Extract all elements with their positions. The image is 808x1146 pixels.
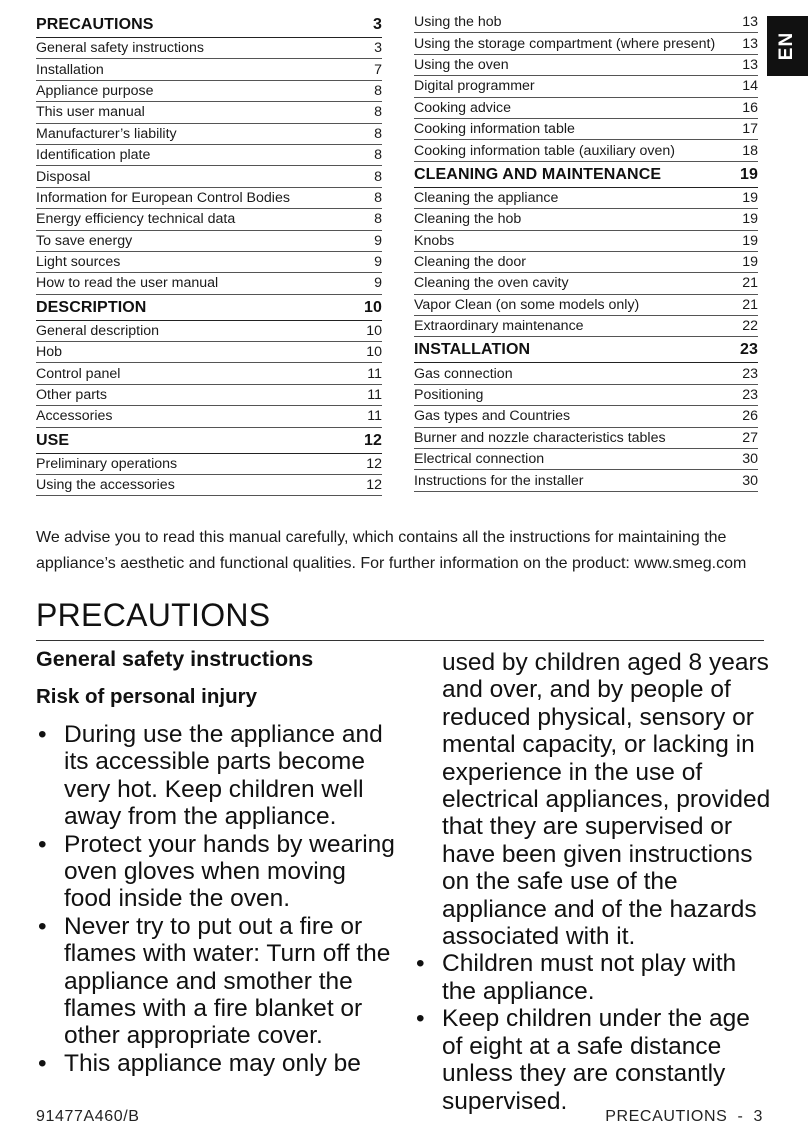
toc-entry[interactable] <box>414 273 758 294</box>
toc-entry[interactable] <box>414 428 758 449</box>
toc-label: Cleaning the appliance <box>414 189 559 206</box>
body-left-column <box>36 721 396 1077</box>
toc-label: Manufacturer’s liability <box>36 125 177 142</box>
toc-page-number: 9 <box>374 232 382 249</box>
toc-label: Knobs <box>414 232 455 249</box>
toc-entry[interactable] <box>36 188 382 209</box>
toc-page-number: 3 <box>373 16 382 33</box>
toc-label: DESCRIPTION <box>36 298 147 316</box>
bullet-text: Protect your hands by wearing oven gloves when moving food inside the oven. <box>64 830 395 913</box>
toc-entry[interactable] <box>414 33 758 54</box>
toc-label: Using the hob <box>414 14 502 31</box>
bullet-icon: • <box>38 721 47 748</box>
toc-label: Energy efficiency technical data <box>36 211 236 228</box>
toc-label: INSTALLATION <box>414 341 531 359</box>
bullet-item <box>414 1005 774 1115</box>
intro-text: We advise you to read this manual carefully, which contains all the instructions for maintaining the appliance’s aesthetic and functional qualities. For further information on the product: www.smeg.com <box>36 529 747 572</box>
toc-entry[interactable] <box>414 449 758 470</box>
bullet-item <box>36 721 396 831</box>
toc-entry[interactable] <box>36 252 382 273</box>
toc-label: PRECAUTIONS <box>36 16 154 33</box>
toc-section-heading[interactable] <box>36 12 382 38</box>
toc-label: Extraordinary maintenance <box>414 318 584 335</box>
toc-label: Accessories <box>36 408 113 425</box>
toc-label: Electrical connection <box>414 451 545 468</box>
footer-doc-code: 91477A460/B <box>36 1108 140 1125</box>
toc-page-number: 27 <box>742 429 758 446</box>
bullet-text: Children must not play with the appliance. <box>442 950 737 1005</box>
toc-section-heading[interactable] <box>36 295 382 321</box>
toc-page-number: 17 <box>742 121 758 138</box>
toc-label: Vapor Clean (on some models only) <box>414 296 640 313</box>
bullet-text: Keep children under the age of eight at a safe distance unless they are constantly supervised. <box>442 1005 750 1115</box>
toc-label: Appliance purpose <box>36 82 154 99</box>
toc-label: Identification plate <box>36 147 151 164</box>
toc-page-number: 12 <box>366 477 382 494</box>
bullet-item <box>36 831 396 913</box>
toc-entry[interactable] <box>36 166 382 187</box>
bullet-icon: • <box>38 1049 47 1077</box>
toc-entry[interactable] <box>36 273 382 294</box>
toc-page-number: 11 <box>367 408 382 425</box>
toc-page-number: 30 <box>742 472 758 489</box>
toc-page-number: 18 <box>742 142 758 159</box>
toc-page-number: 16 <box>742 99 758 116</box>
toc-page-number: 23 <box>740 341 758 359</box>
bullet-icon: • <box>38 830 47 858</box>
bullet-item <box>414 950 774 1005</box>
toc-page-number: 21 <box>742 275 758 292</box>
bullet-continuation: used by children aged 8 years and over, and by people of reduced physical, sensory or mental capacity, or lacking in experience in the use of electrical appliances, provided that they are supervised or have been given instructions on the safe use of the appliance and of the hazards associated with it. <box>442 649 771 951</box>
toc-entry[interactable] <box>36 102 382 123</box>
toc-label: Cooking information table <box>414 121 575 138</box>
toc-entry[interactable] <box>36 321 382 342</box>
toc-label: Installation <box>36 61 104 78</box>
toc-page-number: 8 <box>374 211 382 228</box>
toc-page-number: 10 <box>366 344 382 361</box>
toc-entry[interactable] <box>414 12 758 33</box>
toc-page-number: 30 <box>742 451 758 468</box>
toc-entry[interactable] <box>414 316 758 337</box>
toc-right-column <box>414 12 758 492</box>
toc-label: Other parts <box>36 387 107 404</box>
toc-entry[interactable] <box>36 124 382 145</box>
toc-entry[interactable] <box>414 76 758 97</box>
toc-label: Preliminary operations <box>36 455 178 472</box>
toc-entry[interactable] <box>414 252 758 273</box>
toc-entry[interactable] <box>36 454 382 475</box>
toc-entry[interactable] <box>414 140 758 161</box>
toc-label: Gas types and Countries <box>414 408 571 425</box>
toc-label: Using the oven <box>414 56 509 73</box>
toc-entry[interactable] <box>414 470 758 491</box>
toc-left-column <box>36 12 382 496</box>
toc-label: Positioning <box>414 387 484 404</box>
toc-page-number: 11 <box>367 365 382 382</box>
toc-page-number: 21 <box>742 296 758 313</box>
bullet-icon: • <box>38 912 47 940</box>
toc-entry[interactable] <box>36 363 382 384</box>
toc-page-number: 19 <box>742 232 758 249</box>
toc-label: Control panel <box>36 365 121 382</box>
toc-label: To save energy <box>36 232 133 249</box>
toc-label: Hob <box>36 344 63 361</box>
toc-page-number: 8 <box>374 125 382 142</box>
bullet-text: Never try to put out a fire or flames with water: Turn off the appliance and smother the flames with a fire blanket or other appropriate cover. <box>64 912 391 1050</box>
toc-entry[interactable] <box>414 55 758 76</box>
toc-entry[interactable] <box>414 406 758 427</box>
bullet-icon: • <box>416 950 425 978</box>
toc-entry[interactable] <box>36 145 382 166</box>
toc-page-number: 9 <box>374 254 382 271</box>
subsection-title: General safety instructions <box>36 647 314 671</box>
toc-label: Information for European Control Bodies <box>36 189 290 206</box>
toc-entry[interactable] <box>36 342 382 363</box>
toc-page-number: 3 <box>374 40 382 57</box>
toc-entry[interactable] <box>414 188 758 209</box>
toc-label: Instructions for the installer <box>414 472 584 489</box>
toc-section-heading[interactable] <box>414 337 758 363</box>
toc-entry[interactable] <box>414 385 758 406</box>
toc-page-number: 8 <box>374 147 382 164</box>
toc-page-number: 7 <box>374 61 382 78</box>
body-right-column <box>414 649 774 1115</box>
toc-label: Cleaning the hob <box>414 211 522 228</box>
toc-entry[interactable] <box>36 406 382 427</box>
toc-page-number: 8 <box>374 168 382 185</box>
toc-page-number: 12 <box>366 455 382 472</box>
toc-label: Digital programmer <box>414 78 535 95</box>
toc-page-number: 22 <box>742 318 758 335</box>
toc-label: General description <box>36 322 160 339</box>
toc-section-heading[interactable] <box>414 162 758 188</box>
toc-page-number: 19 <box>742 189 758 206</box>
section-title: PRECAUTIONS <box>36 594 764 641</box>
toc-page-number: 10 <box>366 322 382 339</box>
toc-label: This user manual <box>36 104 145 121</box>
toc-label: USE <box>36 431 70 449</box>
toc-label: Using the storage compartment (where present) <box>414 35 716 52</box>
toc-entry[interactable] <box>36 231 382 252</box>
toc-page-number: 23 <box>742 387 758 404</box>
toc-page-number: 13 <box>742 35 758 52</box>
toc-entry[interactable] <box>414 119 758 140</box>
toc-page-number: 19 <box>742 211 758 228</box>
bullet-item <box>36 913 396 1050</box>
toc-label: Burner and nozzle characteristics tables <box>414 429 666 446</box>
toc-entry[interactable] <box>36 385 382 406</box>
toc-label: Gas connection <box>414 365 513 382</box>
bullet-icon: • <box>416 1005 425 1033</box>
toc-entry[interactable] <box>36 38 382 59</box>
footer-page-label: PRECAUTIONS - 3 <box>605 1108 763 1125</box>
toc-page-number: 14 <box>742 78 758 95</box>
toc-page-number: 13 <box>742 56 758 73</box>
toc-entry[interactable] <box>36 81 382 102</box>
toc-page-number: 12 <box>364 431 382 449</box>
toc-entry[interactable] <box>36 59 382 80</box>
toc-label: CLEANING AND MAINTENANCE <box>414 165 662 183</box>
toc-entry[interactable] <box>36 475 382 496</box>
toc-label: Using the accessories <box>36 477 175 494</box>
bullet-text: This appliance may only be <box>64 1049 361 1077</box>
toc-entry[interactable] <box>414 295 758 316</box>
toc-page-number: 11 <box>367 387 382 404</box>
toc-label: Disposal <box>36 168 91 185</box>
toc-page-number: 10 <box>364 298 382 316</box>
bullet-item <box>36 1050 396 1077</box>
toc-label: Cooking advice <box>414 99 512 116</box>
toc-entry[interactable] <box>414 98 758 119</box>
toc-page-number: 23 <box>742 365 758 382</box>
toc-label: Light sources <box>36 254 121 271</box>
subsubsection-title: Risk of personal injury <box>36 685 257 708</box>
toc-entry[interactable] <box>414 231 758 252</box>
language-tab-label: EN <box>776 31 798 61</box>
toc-page-number: 13 <box>742 14 758 31</box>
toc-label: General safety instructions <box>36 40 204 57</box>
toc-label: Cleaning the oven cavity <box>414 275 569 292</box>
toc-page-number: 8 <box>374 104 382 121</box>
toc-entry[interactable] <box>414 363 758 384</box>
toc-entry[interactable] <box>414 209 758 230</box>
bullet-text: During use the appliance and its accessible parts become very hot. Keep children well away from the appliance. <box>64 721 383 831</box>
toc-page-number: 8 <box>374 82 382 99</box>
toc-page-number: 26 <box>742 408 758 425</box>
language-tab[interactable] <box>767 16 808 76</box>
toc-label: How to read the user manual <box>36 275 219 292</box>
toc-entry[interactable] <box>36 209 382 230</box>
toc-label: Cooking information table (auxiliary oven) <box>414 142 676 159</box>
toc-section-heading[interactable] <box>36 428 382 454</box>
toc-page-number: 8 <box>374 189 382 206</box>
toc-label: Cleaning the door <box>414 254 527 271</box>
toc-page-number: 19 <box>740 165 758 183</box>
toc-page-number: 19 <box>742 254 758 271</box>
toc-page-number: 9 <box>374 275 382 292</box>
